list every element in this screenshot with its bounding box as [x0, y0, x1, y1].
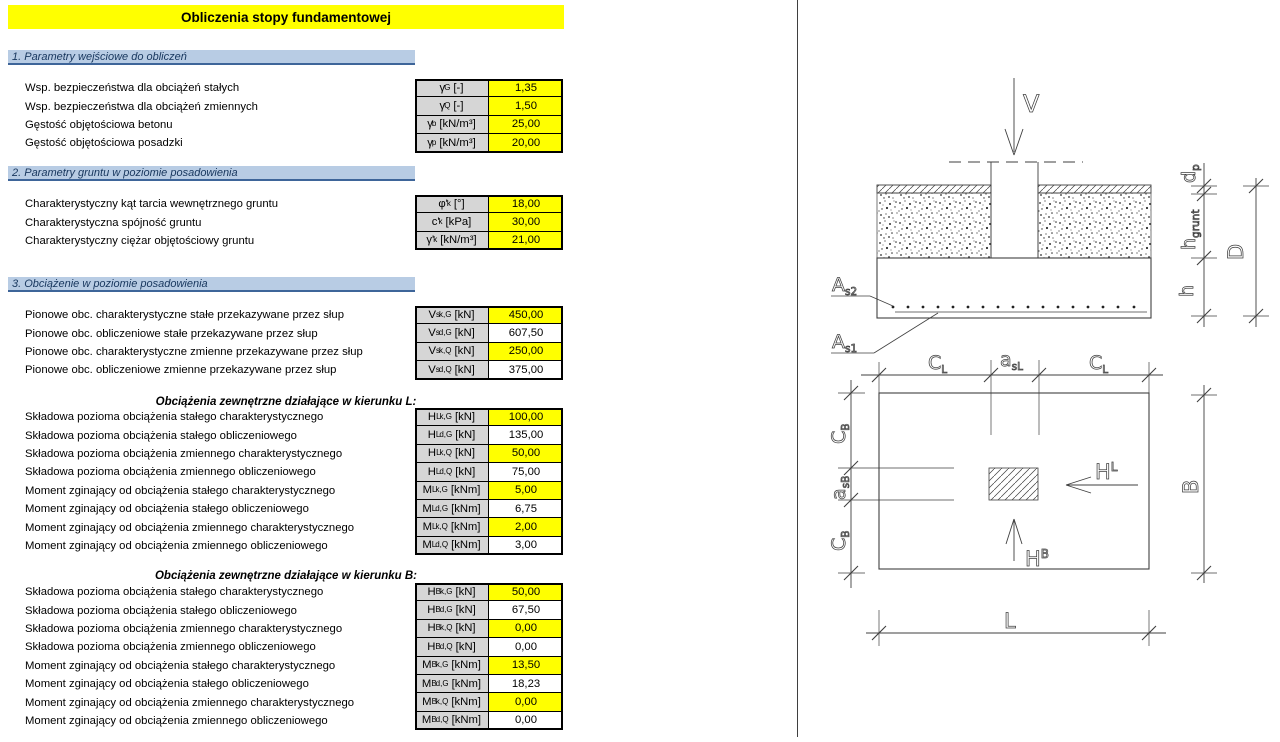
symbol-cell: φ' k [°] — [415, 195, 489, 213]
table-row — [0, 463, 563, 481]
value-cell[interactable]: 30,00 — [489, 213, 563, 231]
as1-label: $A_{s1}$ — [832, 331, 858, 355]
table-row — [0, 537, 563, 555]
asl-dimension-label: $a_{sL}$ — [1000, 349, 1023, 373]
value-cell[interactable]: 18,23 — [489, 675, 563, 693]
row-label: Składowa pozioma obciążenia stałego obliczeniowego — [25, 604, 297, 617]
d-dimension-label: D — [1224, 243, 1248, 260]
row-label: Charakterystyczny ciężar objętościowy gruntu — [25, 234, 255, 247]
value-cell[interactable]: 450,00 — [489, 306, 563, 324]
table-row — [0, 213, 563, 231]
symbol-cell: H L k,Q [kN] — [415, 445, 489, 463]
row-label: Moment zginający od obciążenia zmiennego obliczeniowego — [25, 539, 328, 552]
symbol-cell: H B d,Q [kN] — [415, 638, 489, 656]
symbol-cell: M B k,Q [kNm] — [415, 693, 489, 711]
foundation-drawing — [798, 0, 1280, 737]
symbol-cell: M L k,Q [kNm] — [415, 518, 489, 536]
section-3-table — [0, 306, 563, 380]
h-dimension-label: h — [1176, 284, 1198, 297]
value-cell[interactable]: 1,50 — [489, 97, 563, 115]
table-row — [0, 712, 563, 730]
table-row — [0, 426, 563, 444]
symbol-cell: V s d,G [kN] — [415, 324, 489, 342]
value-cell[interactable]: 21,00 — [489, 232, 563, 250]
b-dimension-label: B — [1179, 479, 1203, 494]
value-cell[interactable]: 0,00 — [489, 712, 563, 730]
symbol-cell: H L d,Q [kN] — [415, 463, 489, 481]
drawing-pane — [797, 0, 1280, 737]
table-row — [0, 620, 563, 638]
symbol-cell: H B k,G [kN] — [415, 583, 489, 601]
plan-view — [828, 349, 1217, 646]
symbol-cell: H B d,G [kN] — [415, 601, 489, 619]
table-row — [0, 445, 563, 463]
section-1-header: 1. Parametry wejściowe do obliczeń — [8, 50, 415, 65]
dp-dimension-label: $d_p$ — [1178, 164, 1202, 183]
section-1-table — [0, 79, 563, 153]
value-cell[interactable]: 0,00 — [489, 620, 563, 638]
value-cell[interactable]: 6,75 — [489, 500, 563, 518]
table-row — [0, 518, 563, 536]
symbol-cell: γ G [-] — [415, 79, 489, 97]
value-cell[interactable]: 20,00 — [489, 134, 563, 152]
column-plan — [989, 468, 1038, 500]
value-cell[interactable]: 135,00 — [489, 426, 563, 444]
floor-layer-right — [1038, 185, 1151, 193]
row-label: Moment zginający od obciążenia zmiennego charakterystycznego — [25, 696, 355, 709]
symbol-cell: H L d,G [kN] — [415, 426, 489, 444]
value-cell[interactable]: 13,50 — [489, 657, 563, 675]
direction-L-header: Obciążenia zewnętrzne działające w kierunku L: — [155, 396, 417, 408]
table-row — [0, 482, 563, 500]
cl-left-dimension-label: $C_L$ — [928, 352, 948, 376]
symbol-cell: M B k,G [kNm] — [415, 657, 489, 675]
row-label: Wsp. bezpieczeństwa dla obciążeń stałych — [25, 82, 240, 95]
row-label: Gęstość objętościowa posadzki — [25, 137, 183, 150]
v-load-label: V — [1023, 90, 1040, 118]
row-label: Moment zginający od obciążenia zmiennego obliczeniowego — [25, 714, 328, 727]
table-row — [0, 97, 563, 115]
table-row — [0, 638, 563, 656]
table-row — [0, 343, 563, 361]
value-cell[interactable]: 50,00 — [489, 583, 563, 601]
table-row — [0, 675, 563, 693]
table-row — [0, 361, 563, 379]
value-cell[interactable]: 250,00 — [489, 343, 563, 361]
value-cell[interactable]: 2,00 — [489, 518, 563, 536]
value-cell[interactable]: 0,00 — [489, 638, 563, 656]
table-row — [0, 657, 563, 675]
l-dimension-label: L — [1004, 609, 1016, 633]
table-row — [0, 306, 563, 324]
value-cell[interactable]: 75,00 — [489, 463, 563, 481]
value-cell[interactable]: 1,35 — [489, 79, 563, 97]
hl-load-label: $H^L$ — [1095, 460, 1118, 484]
table-row — [0, 195, 563, 213]
floor-layer-left — [877, 185, 991, 193]
symbol-cell: γ p [kN/m³] — [415, 134, 489, 152]
direction-L-table — [0, 408, 563, 555]
row-label: Składowa pozioma obciążenia stałego obliczeniowego — [25, 429, 297, 442]
value-cell[interactable]: 67,50 — [489, 601, 563, 619]
symbol-cell: c' k [kPa] — [415, 213, 489, 231]
row-label: Pionowe obc. obliczeniowe zmienne przekazywane przez słup — [25, 364, 337, 377]
value-cell[interactable]: 18,00 — [489, 195, 563, 213]
table-row — [0, 500, 563, 518]
value-cell[interactable]: 100,00 — [489, 408, 563, 426]
table-row — [0, 601, 563, 619]
as2-label: $A_{s2}$ — [832, 274, 858, 298]
value-cell[interactable]: 50,00 — [489, 445, 563, 463]
symbol-cell: M B d,Q [kNm] — [415, 712, 489, 730]
asb-dimension-label: $a_{sB}$ — [828, 475, 852, 500]
table-row — [0, 693, 563, 711]
section-2-header: 2. Parametry gruntu w poziomie posadowienia — [8, 166, 415, 181]
symbol-cell: M L d,G [kNm] — [415, 500, 489, 518]
table-row — [0, 79, 563, 97]
symbol-cell: γ' k [kN/m³] — [415, 232, 489, 250]
symbol-cell: M B d,G [kNm] — [415, 675, 489, 693]
symbol-cell: γ Q [-] — [415, 97, 489, 115]
footing-section — [877, 258, 1151, 318]
cl-right-dimension-label: $C_L$ — [1089, 352, 1109, 376]
row-label: Charakterystyczna spójność gruntu — [25, 216, 202, 229]
value-cell[interactable]: 607,50 — [489, 324, 563, 342]
row-label: Moment zginający od obciążenia stałego obliczeniowego — [25, 678, 309, 691]
row-label: Wsp. bezpieczeństwa dla obciążeń zmiennych — [25, 100, 258, 113]
as1-leader-diag — [874, 313, 938, 353]
row-label: Pionowe obc. obliczeniowe stałe przekazywane przez słup — [25, 327, 318, 340]
value-cell[interactable]: 3,00 — [489, 537, 563, 555]
soil-layer-left — [877, 193, 991, 258]
page-title: Obliczenia stopy fundamentowej — [8, 5, 564, 29]
symbol-cell: V s k,Q [kN] — [415, 343, 489, 361]
row-label: Składowa pozioma obciążenia zmiennego obliczeniowego — [25, 641, 316, 654]
row-label: Pionowe obc. charakterystyczne zmienne przekazywane przez słup — [25, 345, 363, 358]
row-label: Moment zginający od obciążenia stałego charakterystycznego — [25, 484, 336, 497]
section-dimensions — [1176, 163, 1269, 327]
value-cell[interactable]: 0,00 — [489, 693, 563, 711]
row-label: Składowa pozioma obciążenia zmiennego charakterystycznego — [25, 447, 343, 460]
table-row — [0, 583, 563, 601]
row-label: Charakterystyczny kąt tarcia wewnętrznego gruntu — [25, 198, 279, 211]
table-row — [0, 324, 563, 342]
symbol-cell: V s k,G [kN] — [415, 306, 489, 324]
row-label: Moment zginający od obciążenia zmiennego charakterystycznego — [25, 521, 355, 534]
symbol-cell: γ b [kN/m³] — [415, 116, 489, 134]
section-2-table — [0, 195, 563, 250]
symbol-cell: H B k,Q [kN] — [415, 620, 489, 638]
table-row — [0, 116, 563, 134]
value-cell[interactable]: 5,00 — [489, 482, 563, 500]
table-row — [0, 408, 563, 426]
row-label: Moment zginający od obciążenia stałego obliczeniowego — [25, 503, 309, 516]
row-label: Gęstość objętościowa betonu — [25, 118, 173, 131]
direction-B-header: Obciążenia zewnętrzne działające w kierunku B: — [154, 570, 418, 582]
row-label: Pionowe obc. charakterystyczne stałe przekazywane przez słup — [25, 309, 344, 322]
section-view — [831, 78, 1269, 355]
value-cell[interactable]: 375,00 — [489, 361, 563, 379]
cb-top-dimension-label: $C_B$ — [828, 423, 852, 444]
symbol-cell: M L d,Q [kNm] — [415, 537, 489, 555]
row-label: Składowa pozioma obciążenia stałego charakterystycznego — [25, 411, 324, 424]
cb-bottom-dimension-label: $C_B$ — [828, 530, 852, 551]
symbol-cell: V s d,Q [kN] — [415, 361, 489, 379]
row-label: Składowa pozioma obciążenia zmiennego charakterystycznego — [25, 622, 343, 635]
symbol-cell: H L k,G [kN] — [415, 408, 489, 426]
direction-B-table — [0, 583, 563, 730]
row-label: Składowa pozioma obciążenia stałego charakterystycznego — [25, 586, 324, 599]
table-row — [0, 232, 563, 250]
row-label: Składowa pozioma obciążenia zmiennego obliczeniowego — [25, 466, 316, 479]
hb-load-label: $H^B$ — [1025, 547, 1050, 571]
soil-layer-right — [1038, 193, 1151, 258]
symbol-cell: M L k,G [kNm] — [415, 482, 489, 500]
row-label: Moment zginający od obciążenia stałego charakterystycznego — [25, 659, 336, 672]
hgrunt-dimension-label: $h_{grunt}$ — [1178, 209, 1202, 250]
value-cell[interactable]: 25,00 — [489, 116, 563, 134]
table-row — [0, 134, 563, 152]
section-3-header: 3. Obciążenie w poziomie posadowienia — [8, 277, 415, 292]
